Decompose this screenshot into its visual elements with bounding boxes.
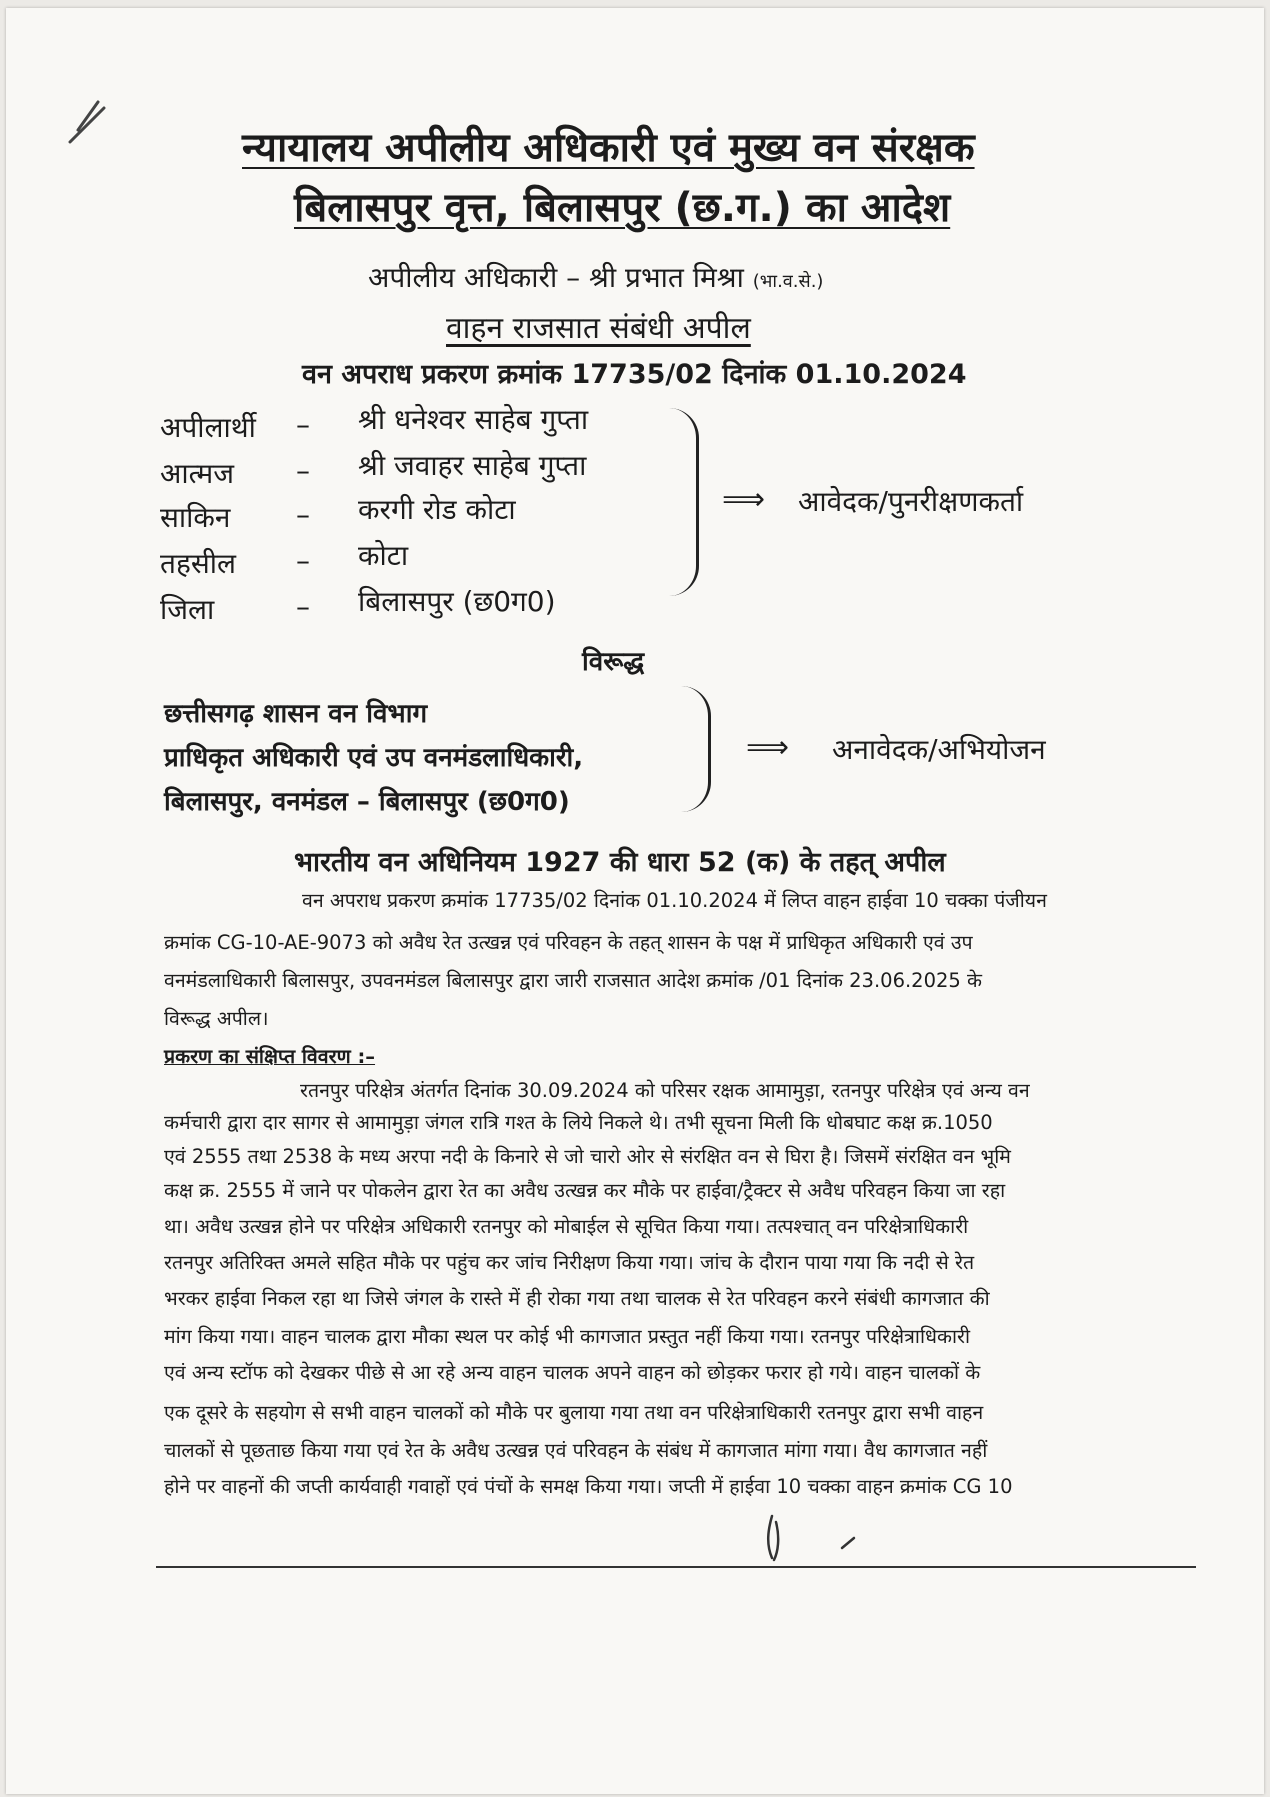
father-label: आत्मज: [160, 457, 235, 490]
resident-value: करगी रोड कोटा: [358, 493, 516, 526]
officer-suffix: (भा.व.से.): [752, 271, 824, 292]
tehsil-label: तहसील: [160, 547, 236, 580]
title-line-1: न्यायालय अपीलीय अधिकारी एवं मुख्य वन संरक्षक: [242, 125, 975, 171]
handwritten-initials: [754, 1508, 894, 1568]
applicant-role: आवेदक/पुनरीक्षणकर्ता: [798, 485, 1024, 518]
district-label: जिला: [160, 593, 215, 626]
respondent-arrow: ⟹: [746, 730, 790, 765]
tehsil-dash: –: [296, 544, 310, 577]
intro-line-3: वनमंडलाधिकारी बिलासपुर, उपवनमंडल बिलासपुर द्वारा जारी राजसात आदेश क्रमांक /01 दिनांक 23.06.2025 के: [164, 969, 982, 992]
bottom-rule: [156, 1566, 1196, 1568]
summary-line-2: कर्मचारी द्वारा दार सागर से आमामुड़ा जंगल रात्रि गश्त के लिये निकले थे। तभी सूचना मिली कि धोबघाट कक्ष क्र.1050: [164, 1111, 993, 1134]
intro-line-1: वन अपराध प्रकरण क्रमांक 17735/02 दिनांक 01.10.2024 में लिप्त वाहन हाईवा 10 चक्का पंजीयन: [302, 889, 1047, 912]
summary-line-9: एवं अन्य स्टॉफ को देखकर पीछे से आ रहे अन्य वाहन चालक अपने वाहन को छोड़कर फरार हो गये। वाहन चालकों के: [164, 1361, 981, 1384]
subject-heading: वाहन राजसात संबंधी अपील: [446, 311, 751, 346]
summary-line-7: भरकर हाईवा निकल रहा था जिसे जंगल के रास्ते में ही रोका गया तथा चालक से रेत परिवहन करने संबंधी कागजात की: [164, 1287, 990, 1310]
summary-line-1: रतनपुर परिक्षेत्र अंतर्गत दिनांक 30.09.2024 को परिसर रक्षक आमामुड़ा, रतनपुर परिक्षेत्र एवं अन्य वन: [300, 1079, 1030, 1102]
summary-line-5: था। अवैध उत्खन्न होने पर परिक्षेत्र अधिकारी रतनपुर को मोबाईल से सूचित किया गया। तत्पश्चात् वन परिक्षेत्राधिकारी: [164, 1215, 969, 1238]
act-heading: भारतीय वन अधिनियम 1927 की धारा 52 (क) के तहत् अपील: [294, 847, 946, 878]
tehsil-value: कोटा: [358, 539, 409, 572]
father-dash: –: [296, 454, 310, 487]
case-line: वन अपराध प्रकरण क्रमांक 17735/02 दिनांक 01.10.2024: [302, 359, 967, 390]
summary-line-11: चालकों से पूछताछ किया गया एवं रेत के अवैध उत्खन्न एवं परिवहन के संबंध में कागजात मांगा गया। वैध कागजात नहीं: [164, 1439, 988, 1462]
summary-line-6: रतनपुर अतिरिक्त अमले सहित मौके पर पहुंच कर जांच निरीक्षण किया गया। जांच के दौरान पाया गया कि नदी से रेत: [164, 1251, 975, 1274]
father-name: श्री जवाहर साहेब गुप्ता: [358, 449, 587, 482]
title-line-2: बिलासपुर वृत्त, बिलासपुर (छ.ग.) का आदेश: [294, 185, 951, 231]
officer-line: [368, 258, 823, 296]
summary-line-12: होने पर वाहनों की जप्ती कार्यवाही गवाहों एवं पंचों के समक्ष किया गया। जप्ती में हाईवा 10 चक्का वाहन क्रमांक CG 10: [164, 1475, 1013, 1498]
summary-heading: प्रकरण का संक्षिप्त विवरण :–: [164, 1045, 376, 1068]
intro-line-4: विरूद्ध अपील।: [164, 1007, 269, 1030]
officer-name: अपीलीय अधिकारी – श्री प्रभात मिश्रा: [368, 261, 744, 294]
applicant-name: श्री धनेश्वर साहेब गुप्ता: [358, 403, 589, 436]
applicant-arrow: ⟹: [722, 482, 766, 517]
resident-dash: –: [296, 498, 310, 531]
versus-label: विरूद्ध: [582, 647, 645, 677]
summary-line-8: मांग किया गया। वाहन चालक द्वारा मौका स्थल पर कोई भी कागजात प्रस्तुत नहीं किया गया। रतनपुर परिक्षेत्राधिकारी: [164, 1325, 971, 1348]
district-value: बिलासपुर (छ0ग0): [358, 585, 556, 618]
summary-line-4: कक्ष क्र. 2555 में जाने पर पोकलेन द्वारा रेत का अवैध उत्खन्न कर मौके पर हाईवा/ट्रैक्टर से अवैध परिवहन किया जा रहा: [164, 1179, 1006, 1202]
intro-line-2: क्रमांक CG-10-AE-9073 को अवैध रेत उत्खन्न एवं परिवहन के तहत् शासन के पक्ष में प्राधिकृत अधिकारी एवं उप: [164, 931, 973, 954]
district-dash: –: [296, 590, 310, 623]
document-page: [6, 8, 1264, 1794]
respondent-line-3: बिलासपुर, वनमंडल – बिलासपुर (छ0ग0): [164, 787, 570, 817]
respondent-brace: [678, 686, 711, 812]
applicant-label: अपीलार्थी: [160, 411, 256, 444]
handwritten-mark: [64, 90, 124, 150]
resident-label: साकिन: [160, 501, 231, 534]
respondent-line-2: प्राधिकृत अधिकारी एवं उप वनमंडलाधिकारी,: [164, 743, 584, 773]
respondent-line-1: छत्तीसगढ़ शासन वन विभाग: [164, 699, 428, 729]
respondent-role: अनावेदक/अभियोजन: [832, 733, 1046, 766]
applicant-dash: –: [296, 408, 310, 441]
applicant-brace: [666, 408, 699, 596]
summary-line-10: एक दूसरे के सहयोग से सभी वाहन चालकों को मौके पर बुलाया गया तथा वन परिक्षेत्राधिकारी रतनपुर द्वारा सभी वाहन: [164, 1401, 984, 1424]
summary-line-3: एवं 2555 तथा 2538 के मध्य अरपा नदी के किनारे से जो चारो ओर से संरक्षित वन से घिरा है। जिसमें संरक्षित वन भूमि: [164, 1145, 1011, 1168]
